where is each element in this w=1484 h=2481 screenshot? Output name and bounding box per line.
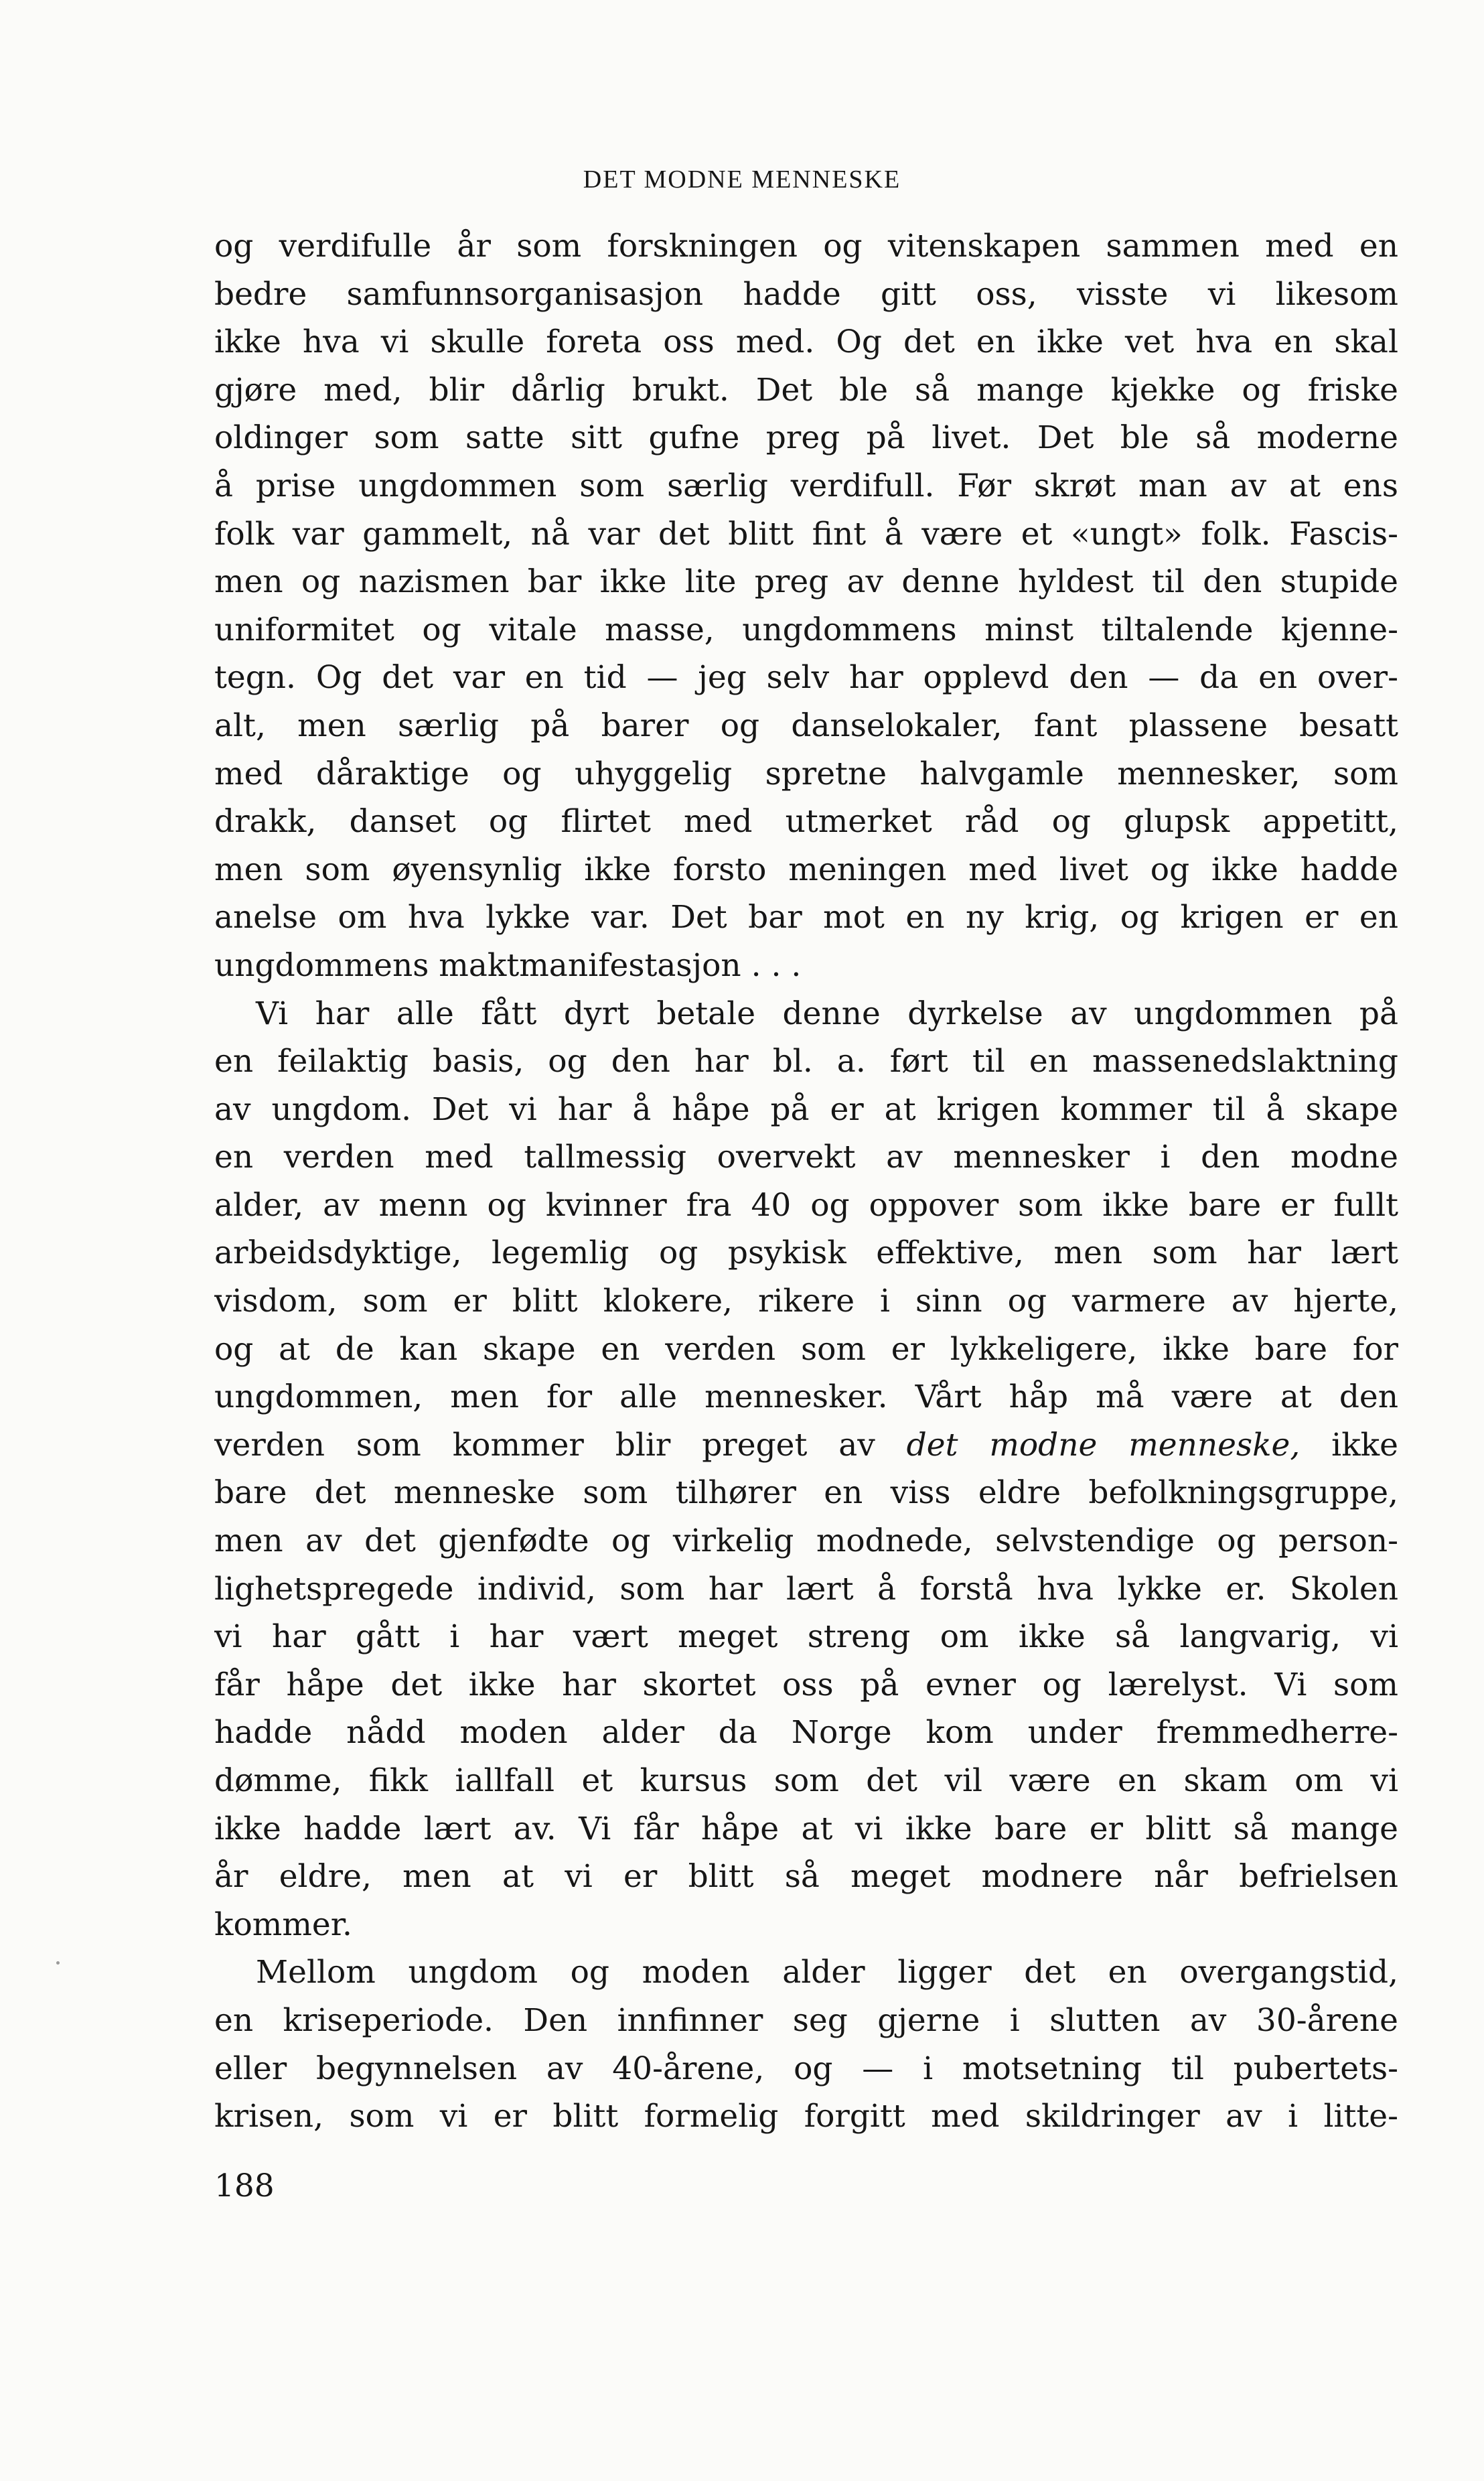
text-line: anelse om hva lykke var. Det bar mot en ny krig, og krigen er en xyxy=(214,899,1398,936)
text-line: får håpe det ikke har skortet oss på evner og lærelyst. Vi som xyxy=(214,1666,1398,1703)
text-line: oldinger som satte sitt gufne preg på livet. Det ble så moderne xyxy=(214,419,1398,457)
text-line: ungdommens maktmanifestasjon . . . xyxy=(214,946,802,984)
text-line: vi har gått i har vært meget streng om ikke så langvarig, vi xyxy=(214,1618,1398,1656)
text-line: visdom, som er blitt klokere, rikere i sinn og varmere av hjerte, xyxy=(214,1283,1398,1320)
text-line: hadde nådd moden alder da Norge kom under fremmedherre- xyxy=(214,1714,1398,1752)
text-line: folk var gammelt, nå var det blitt fint å være et «ungt» folk. Fascis- xyxy=(214,515,1398,553)
running-head: DET MODNE MENNESKE xyxy=(583,165,901,194)
paper-speck xyxy=(56,1961,60,1965)
text-line: av ungdom. Det vi har å håpe på er at krigen kommer til å skape xyxy=(214,1090,1398,1128)
text-line-with-italic xyxy=(214,1421,1398,1470)
text-line: drakk, danset og flirtet med utmerket råd og glupsk appetitt, xyxy=(214,803,1398,841)
text-line: lighetspregede individ, som har lært å forstå hva lykke er. Skolen xyxy=(214,1570,1398,1608)
text-line: en kriseperiode. Den innfinner seg gjerne i slutten av 30-årene xyxy=(214,2001,1398,2039)
text-line: krisen, som vi er blitt formelig forgitt med skildringer av i litte- xyxy=(214,2098,1398,2135)
text-line: dømme, fikk iallfall et kursus som det vil være en skam om vi xyxy=(214,1762,1398,1799)
text-line: men som øyensynlig ikke forsto meningen med livet og ikke hadde xyxy=(214,851,1398,888)
italic-phrase: det modne menneske, xyxy=(906,1426,1301,1464)
text-line: gjøre med, blir dårlig brukt. Det ble så mange kjekke og friske xyxy=(214,371,1398,409)
text-line: år eldre, men at vi er blitt så meget modnere når befrielsen xyxy=(214,1858,1398,1896)
text-line: og verdifulle år som forskningen og vitenskapen sammen med en xyxy=(214,228,1398,265)
text-line: tegn. Og det var en tid — jeg selv har opplevd den — da en over- xyxy=(214,659,1398,697)
text-line: Vi har alle fått dyrt betale denne dyrkelse av ungdommen på xyxy=(256,995,1398,1032)
text-line: eller begynnelsen av 40-årene, og — i motsetning til pubertets- xyxy=(214,2050,1398,2087)
text-segment: verden som kommer blir preget av xyxy=(214,1426,875,1464)
text-line: bare det menneske som tilhører en viss eldre befolkningsgruppe, xyxy=(214,1474,1398,1512)
text-line: Mellom ungdom og moden alder ligger det en overgangstid, xyxy=(256,1954,1398,1991)
text-line: en feilaktig basis, og den har bl. a. ført til en massenedslaktning xyxy=(214,1043,1398,1080)
page-number: 188 xyxy=(214,2168,275,2204)
text-line: med dåraktige og uhyggelig spretne halvgamle mennesker, som xyxy=(214,755,1398,792)
text-line: alt, men særlig på barer og danselokaler, fant plassene besatt xyxy=(214,707,1398,744)
text-line: ikke hva vi skulle foreta oss med. Og det en ikke vet hva en skal xyxy=(214,324,1398,361)
text-line: uniformitet og vitale masse, ungdommens minst tiltalende kjenne- xyxy=(214,611,1398,648)
text-line: alder, av menn og kvinner fra 40 og oppover som ikke bare er fullt xyxy=(214,1186,1398,1224)
text-line: arbeidsdyktige, legemlig og psykisk effektive, men som har lært xyxy=(214,1234,1398,1272)
text-line: bedre samfunnsorganisasjon hadde gitt oss, visste vi likesom xyxy=(214,275,1398,313)
text-line: men og nazismen bar ikke lite preg av denne hyldest til den stupide xyxy=(214,563,1398,601)
text-line: ungdommen, men for alle mennesker. Vårt håp må være at den xyxy=(214,1378,1398,1416)
text-line: og at de kan skape en verden som er lykkeligere, ikke bare for xyxy=(214,1330,1398,1368)
text-line: en verden med tallmessig overvekt av mennesker i den modne xyxy=(214,1139,1398,1176)
text-line: ikke hadde lært av. Vi får håpe at vi ikke bare er blitt så mange xyxy=(214,1810,1398,1847)
text-line: kommer. xyxy=(214,1906,352,1943)
body-text xyxy=(214,222,1398,2141)
text-segment: ikke xyxy=(1331,1426,1398,1464)
text-line: å prise ungdommen som særlig verdifull. Før skrøt man av at ens xyxy=(214,467,1398,504)
text-line: men av det gjenfødte og virkelig modnede, selvstendige og person- xyxy=(214,1522,1398,1560)
